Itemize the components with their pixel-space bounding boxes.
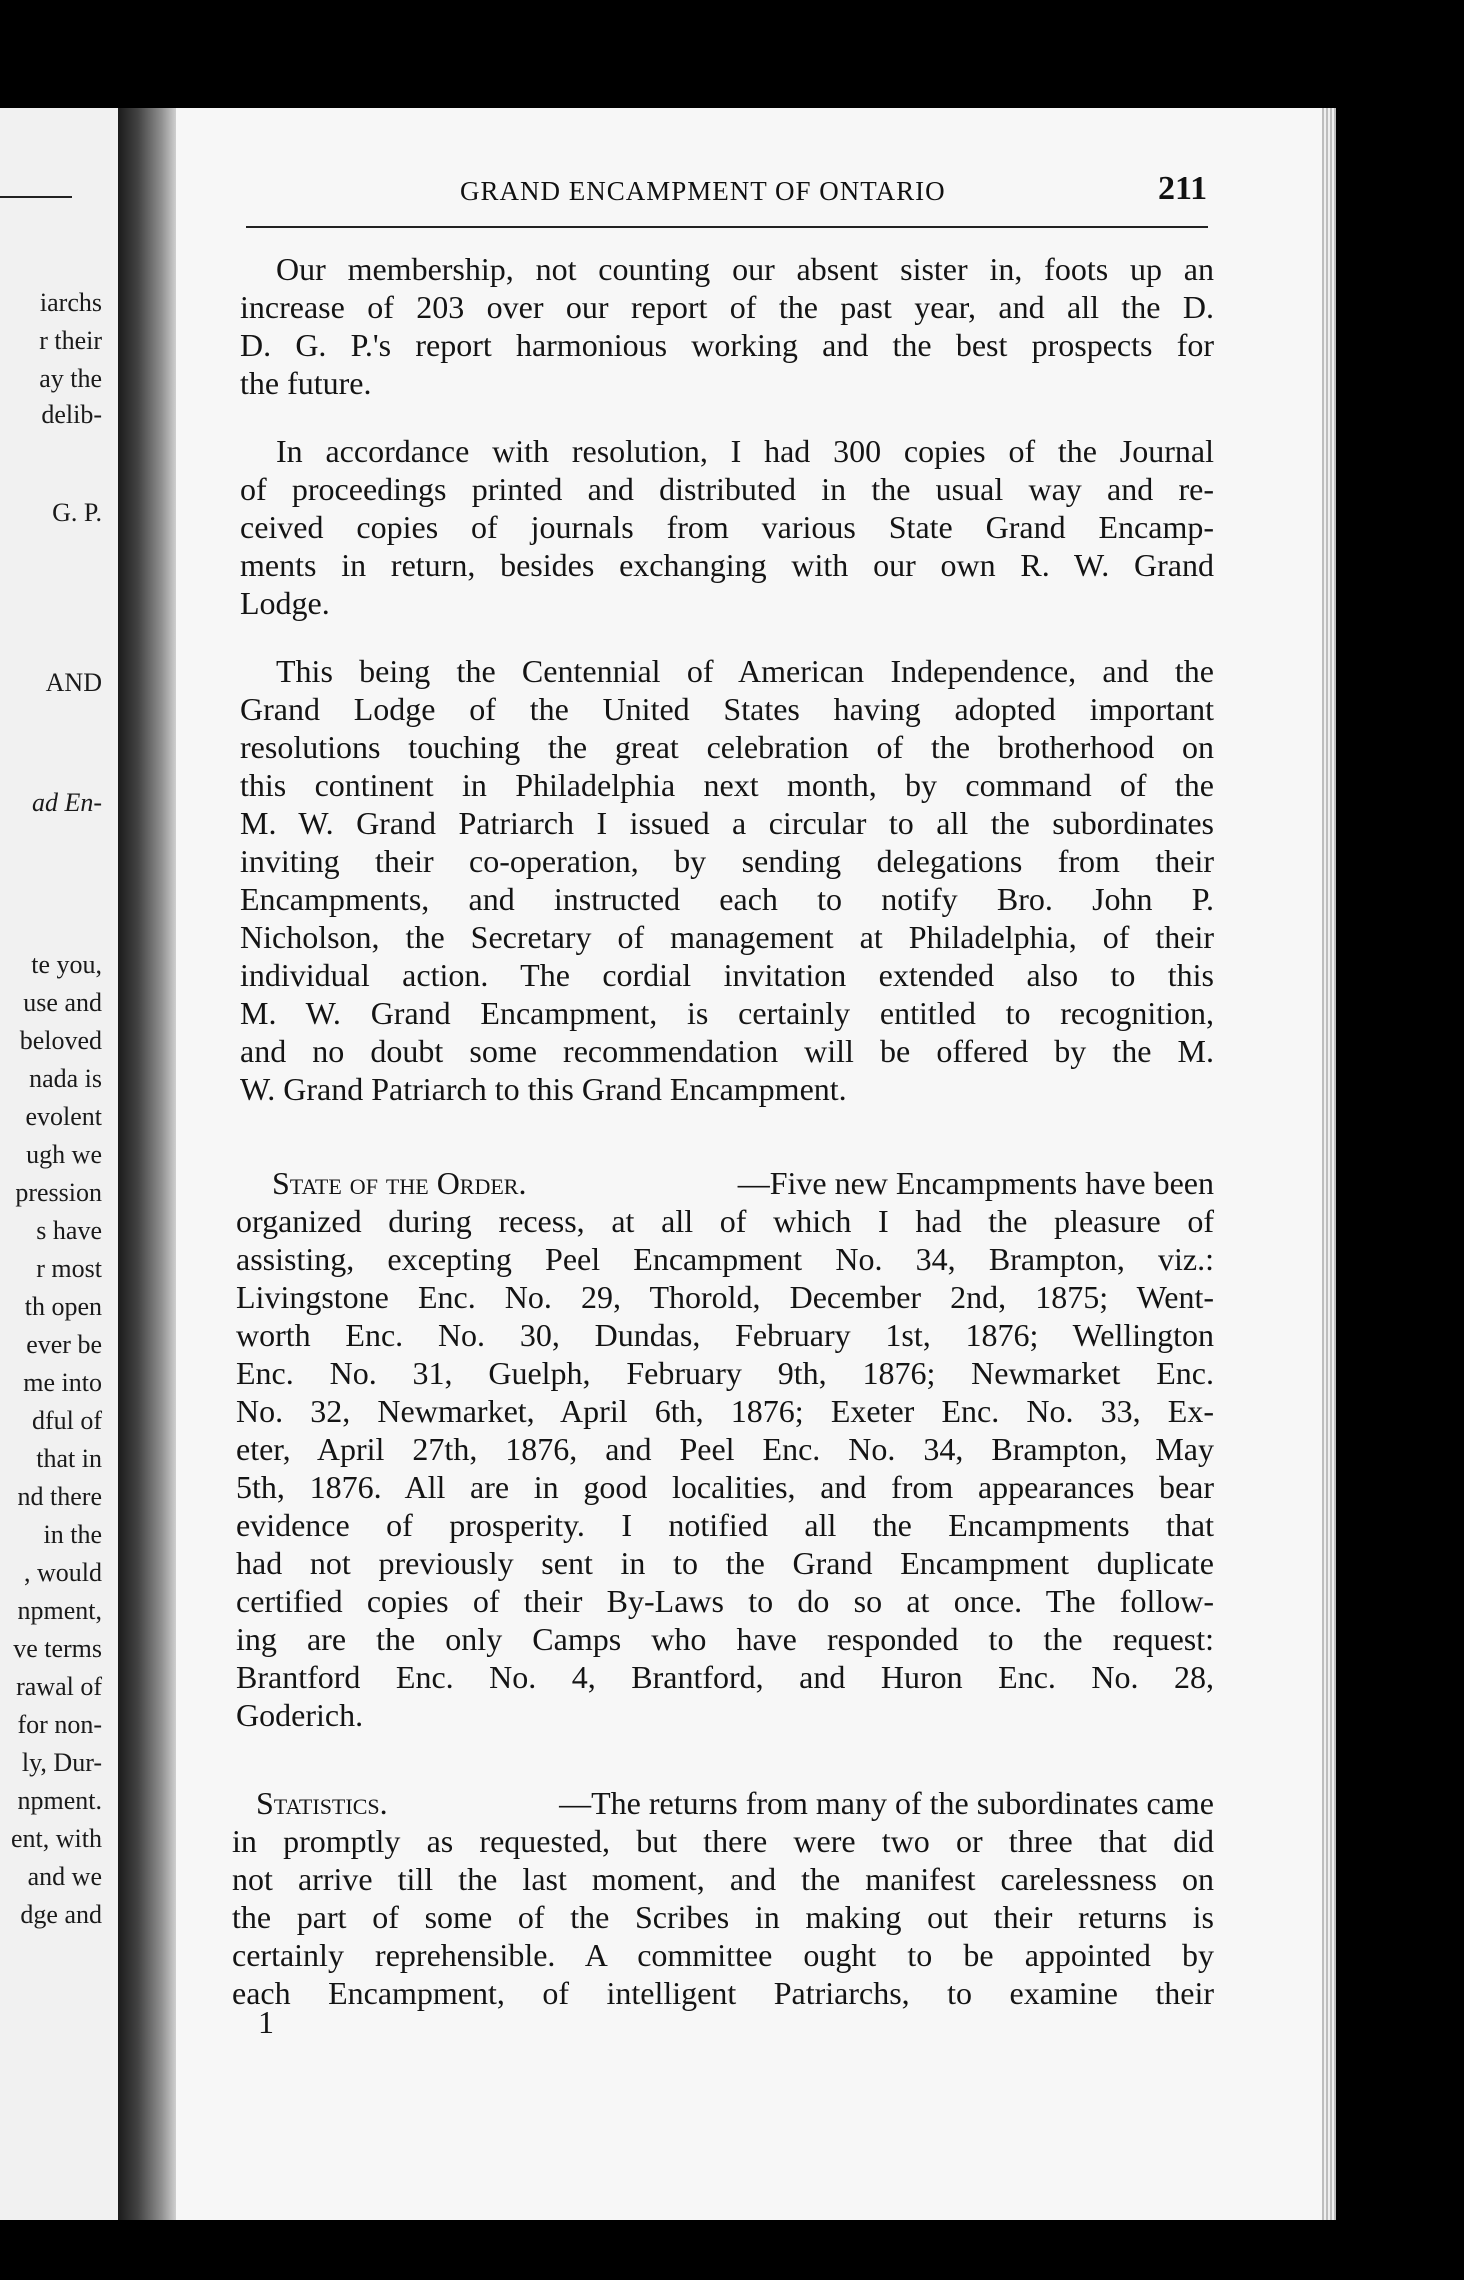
text-line: M. W. Grand Patriarch I issued a circular to all the subordinates	[240, 805, 1214, 841]
section-heading-state-of-the-order: State of the Order.	[272, 1165, 527, 1201]
left-page-fragment: s have	[36, 1216, 102, 1245]
head-rule	[246, 226, 1208, 228]
text-fragment: —The returns from many of the subordinates came	[559, 1785, 1214, 1821]
left-page-fragment: AND	[45, 668, 102, 697]
text-line: in promptly as requested, but there were two or three that did	[232, 1823, 1214, 1859]
text-line: assisting, excepting Peel Encampment No. 34, Brampton, viz.:	[236, 1241, 1214, 1277]
text-line: Brantford Enc. No. 4, Brantford, and Huron Enc. No. 28,	[236, 1659, 1214, 1695]
text-line: evidence of prosperity. I notified all the Encampments that	[236, 1507, 1214, 1543]
text-line: worth Enc. No. 30, Dundas, February 1st, 1876; Wellington	[236, 1317, 1214, 1353]
left-page-fragment: evolent	[25, 1102, 102, 1131]
left-page-fragment: pression	[15, 1178, 102, 1207]
text-line: organized during recess, at all of which I had the pleasure of	[236, 1203, 1214, 1239]
left-page-fragment: and we	[27, 1862, 102, 1891]
left-page-fragment: rawal of	[16, 1672, 102, 1701]
book-gutter	[118, 108, 176, 2220]
text-line: eter, April 27th, 1876, and Peel Enc. No. 34, Brampton, May	[236, 1431, 1214, 1467]
text-line: ments in return, besides exchanging with our own R. W. Grand	[240, 547, 1214, 583]
text-line: inviting their co-operation, by sending delegations from their	[240, 843, 1214, 879]
text-line: Lodge.	[240, 585, 330, 621]
text-line: Nicholson, the Secretary of management at Philadelphia, of their	[240, 919, 1214, 955]
left-page	[0, 108, 118, 2220]
text-line: ing are the only Camps who have responded to the request:	[236, 1621, 1214, 1657]
left-page-fragment: , would	[24, 1558, 102, 1587]
text-line: each Encampment, of intelligent Patriarchs, to examine their	[232, 1975, 1214, 2011]
left-page-fragment: for non-	[17, 1710, 102, 1739]
left-page-fragment: that in	[36, 1444, 102, 1473]
text-line: of proceedings printed and distributed in the usual way and re-	[240, 471, 1214, 507]
text-line: not arrive till the last moment, and the manifest carelessness on	[232, 1861, 1214, 1897]
left-page-fragment: nd there	[17, 1482, 102, 1511]
left-page-fragment: nada is	[29, 1064, 102, 1093]
left-page-fragment: me into	[23, 1368, 102, 1397]
text-line: Livingstone Enc. No. 29, Thorold, December 2nd, 1875; Went-	[236, 1279, 1214, 1315]
left-page-fragment: ay the	[39, 364, 102, 393]
left-page-fragment: use and	[23, 988, 102, 1017]
text-line: this continent in Philadelphia next month, by command of the	[240, 767, 1214, 803]
text-line: ceived copies of journals from various State Grand Encamp-	[240, 509, 1214, 545]
text-fragment: —Five new Encampments have been	[737, 1165, 1214, 1201]
left-page-fragment: npment,	[17, 1596, 102, 1625]
left-page-fragment: G. P.	[52, 498, 102, 527]
text-line	[256, 1784, 1214, 1822]
running-head: GRAND ENCAMPMENT OF ONTARIO	[460, 176, 946, 206]
left-page-fragment: th open	[24, 1292, 102, 1321]
text-line: This being the Centennial of American Independence, and the	[276, 653, 1214, 689]
text-line: In accordance with resolution, I had 300 copies of the Journal	[276, 433, 1214, 469]
text-line: individual action. The cordial invitation extended also to this	[240, 957, 1214, 993]
left-page-fragment: npment.	[17, 1786, 102, 1815]
left-page-fragment: r their	[39, 326, 102, 355]
left-page-fragment: ve terms	[13, 1634, 102, 1663]
page-number: 211	[1158, 170, 1208, 207]
text-line: and no doubt some recommendation will be offered by the M.	[240, 1033, 1214, 1069]
left-page-fragment: beloved	[19, 1026, 102, 1055]
left-page-fragment: ad En-	[31, 788, 102, 817]
text-line: M. W. Grand Encampment, is certainly entitled to recognition,	[240, 995, 1214, 1031]
text-line: Our membership, not counting our absent sister in, foots up an	[276, 251, 1214, 287]
left-page-fragment: ent, with	[11, 1824, 102, 1853]
left-page-fragment: dful of	[31, 1406, 102, 1435]
text-line	[272, 1164, 1214, 1202]
text-line: Goderich.	[236, 1697, 364, 1733]
text-line: W. Grand Patriarch to this Grand Encampment.	[240, 1071, 847, 1107]
left-page-fragment: te you,	[31, 950, 102, 979]
page-edge	[1322, 108, 1336, 2220]
section-heading-statistics: Statistics.	[256, 1785, 388, 1821]
text-line: 5th, 1876. All are in good localities, and from appearances bear	[236, 1469, 1214, 1505]
text-line: D. G. P.'s report harmonious working and the best prospects for	[240, 327, 1214, 363]
text-line: Enc. No. 31, Guelph, February 9th, 1876; Newmarket Enc.	[236, 1355, 1214, 1391]
left-page-fragment: r most	[36, 1254, 102, 1283]
left-page-fragment: delib-	[41, 400, 102, 429]
text-line: Grand Lodge of the United States having adopted important	[240, 691, 1214, 727]
left-page-fragment: ever be	[26, 1330, 102, 1359]
left-page-fragment: in the	[43, 1520, 102, 1549]
text-line: the future.	[240, 365, 372, 401]
text-line: certified copies of their By-Laws to do so at once. The follow-	[236, 1583, 1214, 1619]
text-line: No. 32, Newmarket, April 6th, 1876; Exeter Enc. No. 33, Ex-	[236, 1393, 1214, 1429]
text-line: Encampments, and instructed each to notify Bro. John P.	[240, 881, 1214, 917]
left-page-fragment: dge and	[20, 1900, 102, 1929]
left-page-head-rule	[0, 196, 72, 198]
left-page-fragment: iarchs	[39, 288, 102, 317]
text-line: had not previously sent in to the Grand Encampment duplicate	[236, 1545, 1214, 1581]
text-line: the part of some of the Scribes in making out their returns is	[232, 1899, 1214, 1935]
text-line: resolutions touching the great celebration of the brotherhood on	[240, 729, 1214, 765]
left-page-fragment: ugh we	[26, 1140, 102, 1169]
text-line: certainly reprehensible. A committee ought to be appointed by	[232, 1937, 1214, 1973]
left-page-fragment: ly, Dur-	[21, 1748, 102, 1777]
text-line: increase of 203 over our report of the past year, and all the D.	[240, 289, 1214, 325]
signature-mark: 1	[258, 2004, 274, 2040]
